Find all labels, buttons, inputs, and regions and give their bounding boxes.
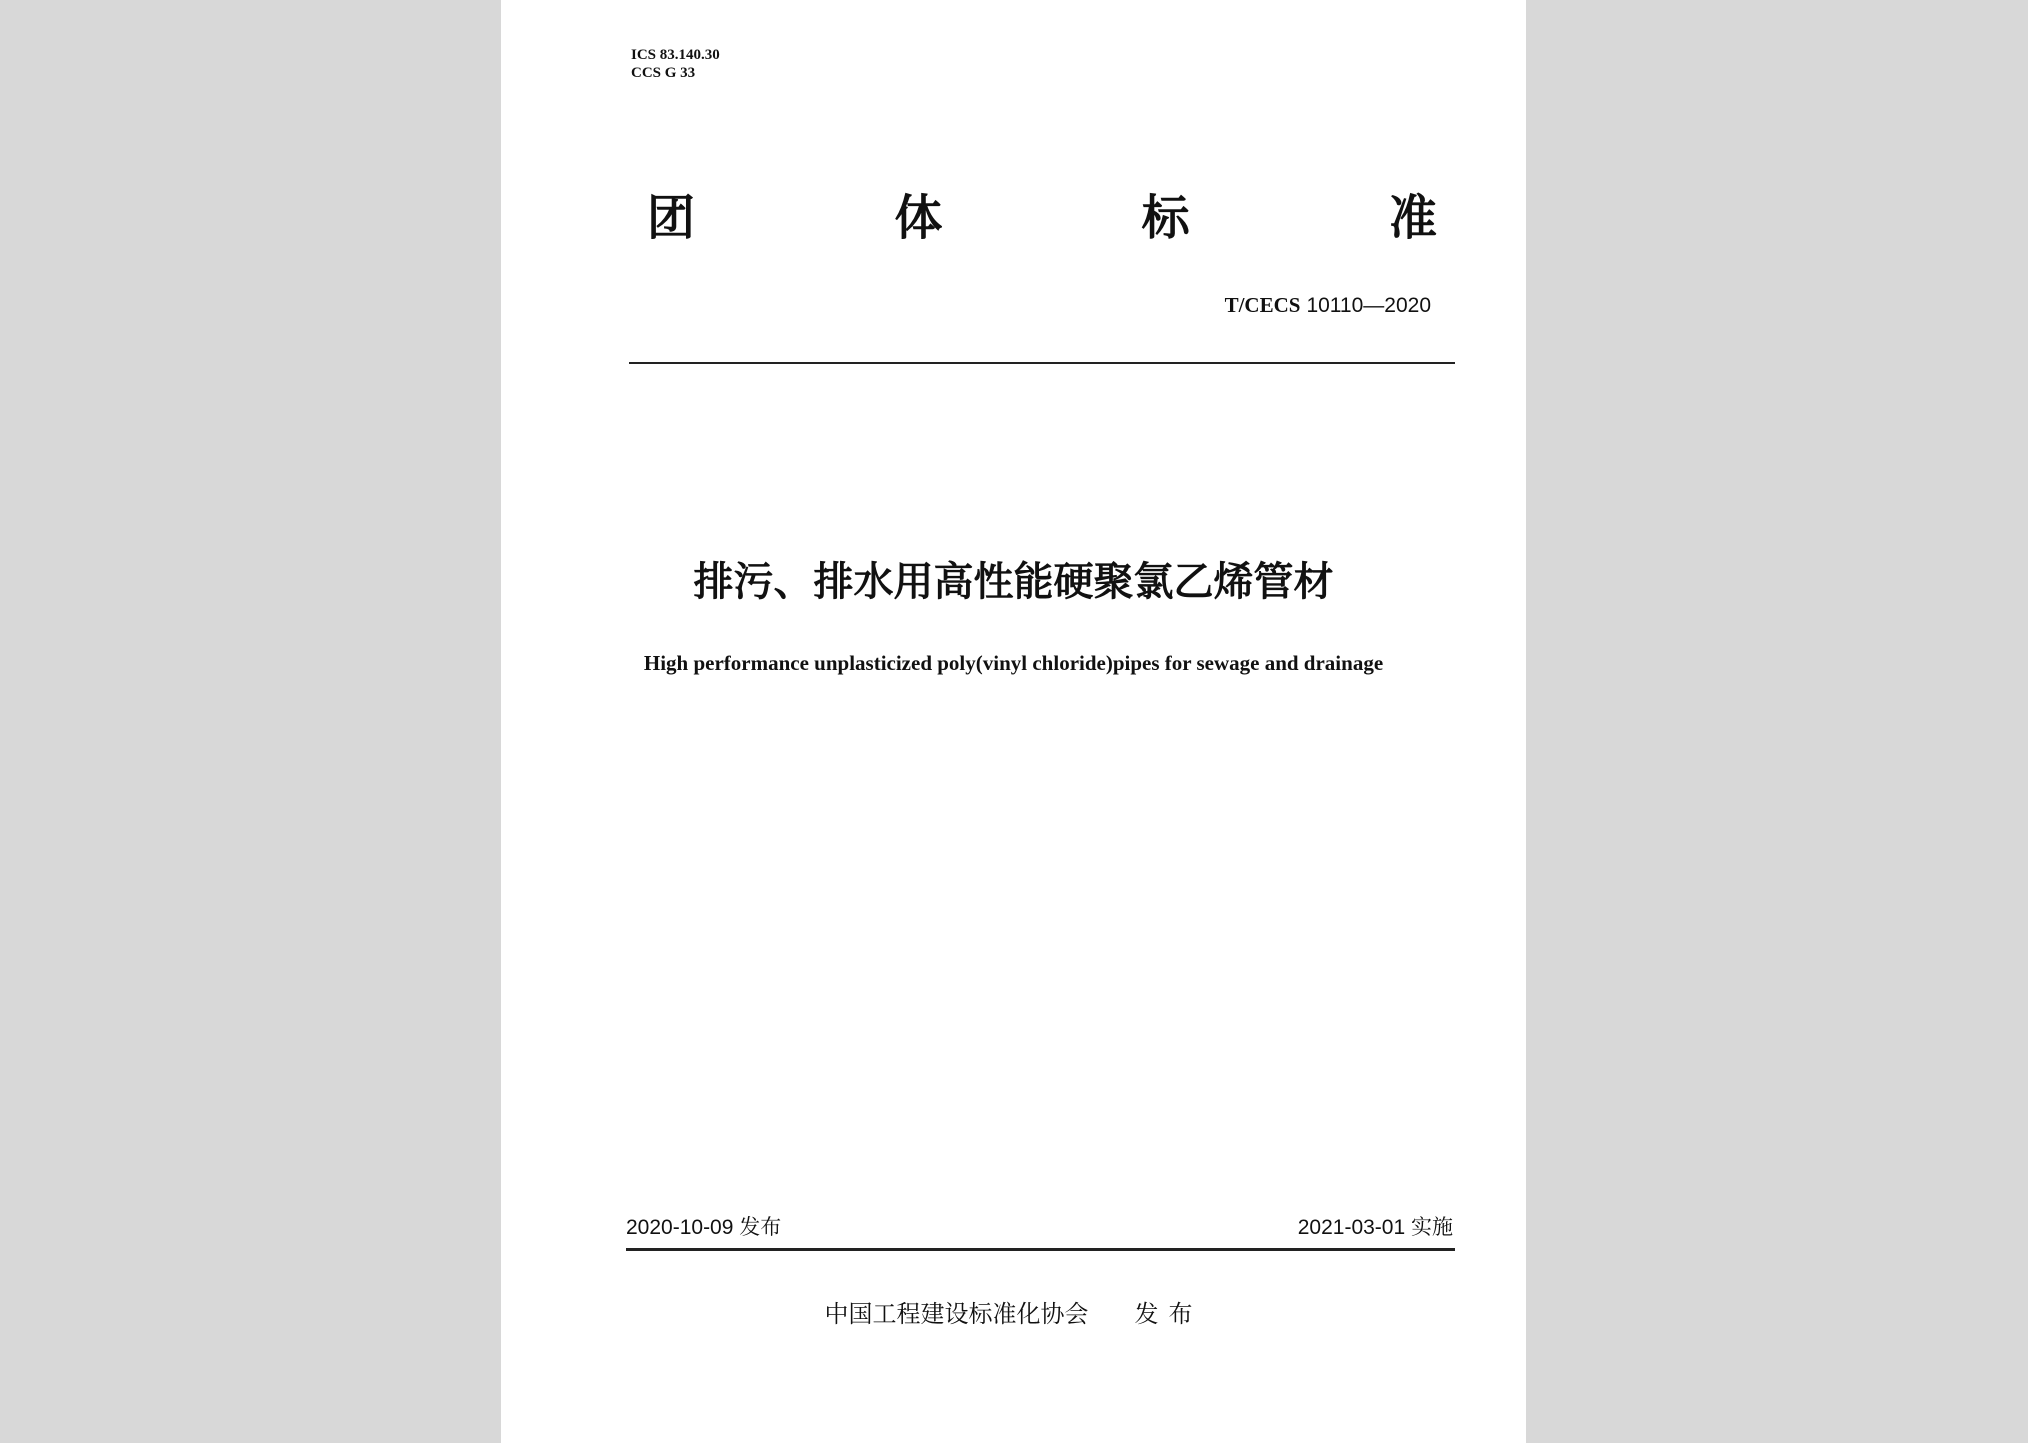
standard-number-prefix: T/CECS (1224, 293, 1301, 317)
footer-divider (626, 1248, 1455, 1251)
ics-code: ICS 83.140.30 (631, 47, 720, 63)
standard-number (1225, 292, 1431, 319)
document-title-chinese: 排污、排水用高性能硬聚氯乙烯管材 (693, 559, 1334, 605)
publisher-line (501, 1299, 1526, 1329)
standard-type-char: 准 (1388, 190, 1437, 246)
standard-type-char: 标 (1141, 190, 1190, 246)
document-page (501, 0, 1526, 1443)
document-title-english: High performance unplasticized poly(vinyl chloride)pipes for sewage and drainage (643, 651, 1384, 675)
publisher-name: 中国工程建设标准化协会 (824, 1300, 1089, 1328)
ccs-code: CCS G 33 (631, 65, 696, 81)
date-row (626, 1215, 1453, 1241)
publisher-action: 发布 (1134, 1300, 1203, 1328)
header-divider (629, 362, 1455, 364)
classification-codes (631, 46, 720, 82)
implementation-date: 2021-03-01 实施 (1297, 1216, 1453, 1239)
standard-type-heading (647, 190, 1437, 246)
standard-type-char: 团 (647, 190, 696, 246)
issue-date: 2020-10-09 发布 (626, 1216, 782, 1239)
standard-number-value: 10110—2020 (1306, 294, 1431, 317)
standard-type-char: 体 (894, 190, 943, 246)
